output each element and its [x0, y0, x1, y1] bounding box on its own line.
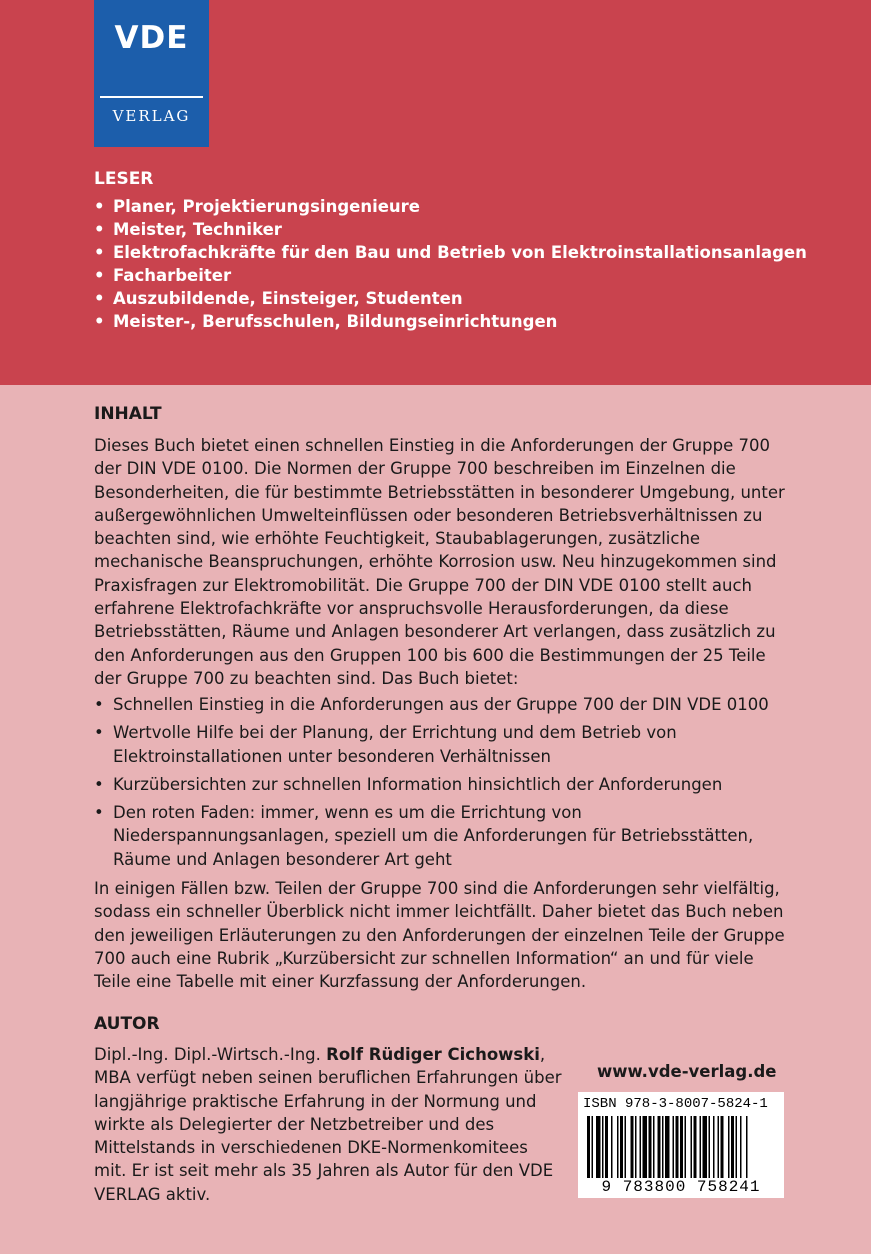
barcode-bar [592, 1116, 594, 1178]
barcode-bar [602, 1116, 604, 1178]
barcode-bar [653, 1116, 655, 1178]
leser-heading: LESER [94, 169, 154, 189]
barcode-bar [700, 1116, 702, 1178]
logo-vde-text: VDE [114, 20, 189, 56]
vde-logo [94, 0, 209, 147]
barcode-bar [676, 1116, 679, 1178]
leser-item: • Meister, Techniker [94, 218, 807, 241]
inhalt-item: • Schnellen Einstieg in die Anforderungen aus der Gruppe 700 der DIN VDE 0100 [94, 693, 794, 716]
barcode-bar [718, 1116, 720, 1178]
inhalt-intro: Dieses Buch bietet einen schnellen Einstieg in die Anforderungen der Gruppe 700 der DIN VDE 0100. Die Normen der Gruppe 700 beschreiben im Einzelnen die Besonderheiten, die für bestimmte Betriebsstätten in besonderer Umgebung, unter außergewöhnlichen Umwelteinflüssen oder besonderen Betriebsverhältnissen zu beachten sind, wie erhöhte Feuchtigkeit, Staubablagerungen, zusätzliche mechanische Beanspruchungen, erhöhte Korrosion usw. Neu hinzugekommen sind Praxisfragen zur Elektromobilität. Die Gruppe 700 der DIN VDE 0100 stellt auch erfahrene Elektrofachkräfte vor anspruchsvolle Herausforderungen, da diese Betriebsstätten, Räume und Anlagen besonderer Art verlangen, dass zusätzlich zu den Anforderungen aus den Gruppen 100 bis 600 die Bestimmungen der 25 Teile der Gruppe 700 zu beachten sind. Das Buch bietet: [94, 436, 785, 688]
barcode-digits: 9 783800 758241 [601, 1178, 761, 1196]
barcode-bar [709, 1116, 711, 1178]
isbn-label: ISBN 978-3-8007-5824-1 [583, 1096, 768, 1112]
barcode-bar [673, 1116, 675, 1178]
barcode-bar [694, 1116, 697, 1178]
barcode-bar [631, 1116, 634, 1178]
barcode-bar [605, 1116, 608, 1178]
leser-item: • Meister-, Berufsschulen, Bildungseinrichtungen [94, 310, 807, 333]
inhalt-item: • Kurzübersichten zur schnellen Information hinsichtlich der Anforderungen [94, 773, 794, 796]
logo-divider [100, 96, 203, 98]
leser-item: • Facharbeiter [94, 264, 807, 287]
barcode-bar [731, 1116, 734, 1178]
barcode-bar [643, 1116, 648, 1178]
barcode-bar [703, 1116, 708, 1178]
barcode-bar [617, 1116, 619, 1178]
leser-item: • Elektrofachkräfte für den Bau und Betrieb von Elektroinstallationsanlagen [94, 241, 807, 264]
barcode-bar [728, 1116, 730, 1178]
logo-verlag-text: VERLAG [112, 107, 191, 125]
barcode-bar [685, 1116, 687, 1178]
barcode-bar [658, 1116, 661, 1178]
barcode-bar [625, 1116, 627, 1178]
leser-item: • Auszubildende, Einsteiger, Studenten [94, 287, 807, 310]
autor-prefix: Dipl.-Ing. Dipl.-Wirtsch.-Ing. [94, 1045, 327, 1064]
barcode-bar [596, 1116, 601, 1178]
barcode-bar [746, 1116, 748, 1178]
barcode-bar [713, 1116, 715, 1178]
website-link[interactable]: www.vde-verlag.de [597, 1062, 777, 1081]
autor-heading: AUTOR [94, 1014, 160, 1034]
barcode [578, 1092, 784, 1198]
inhalt-item: • Den roten Faden: immer, wenn es um die Errichtung von Niederspannungsanlagen, speziell um die Anforderungen für Betriebsstätten, Räume und Anlagen besonderer Art geht [94, 801, 794, 871]
inhalt-list [94, 693, 794, 876]
barcode-bar [649, 1116, 652, 1178]
autor-bio: , MBA verfügt neben seinen beruflichen Erfahrungen über langjährige praktische Erfahrung in der Normung und wirkte als Delegierter der Netzbetreiber und des Mittelstands in verschiedenen DKE-Normenkomitees mit. Er ist seit mehr als 35 Jahren als Autor für den VDE VERLAG aktiv. [94, 1045, 562, 1204]
barcode-bar [665, 1116, 670, 1178]
barcode-bar [680, 1116, 683, 1178]
barcode-bar [611, 1116, 613, 1178]
barcode-bar [740, 1116, 742, 1178]
barcode-bar [721, 1116, 724, 1178]
barcode-bar [662, 1116, 664, 1178]
barcode-bar [620, 1116, 623, 1178]
inhalt-item: • Wertvolle Hilfe bei der Planung, der Errichtung und dem Betrieb von Elektroinstallationen unter besonderen Verhältnissen [94, 721, 794, 768]
leser-list [94, 195, 807, 333]
leser-item: • Planer, Projektierungsingenieure [94, 195, 807, 218]
inhalt-heading: INHALT [94, 404, 162, 424]
barcode-bar [736, 1116, 738, 1178]
inhalt-outro: In einigen Fällen bzw. Teilen der Gruppe 700 sind die Anforderungen sehr vielfältig, sodass ein schneller Überblick nicht immer leichtfällt. Daher bietet das Buch neben den jeweiligen Erläuterungen zu den Anforderungen der einzelnen Teile der Gruppe 700 auch eine Rubrik „Kurzübersicht zur schnellen Information“ an und für viele Teile eine Tabelle mit einer Kurzfassung der Anforderungen. [94, 879, 785, 992]
barcode-bar [640, 1116, 642, 1178]
barcode-bar [691, 1116, 693, 1178]
barcode-bar [587, 1116, 590, 1178]
barcode-bar [635, 1116, 637, 1178]
autor-name: Rolf Rüdiger Cichowski [326, 1045, 540, 1064]
autor-text [94, 1043, 564, 1206]
